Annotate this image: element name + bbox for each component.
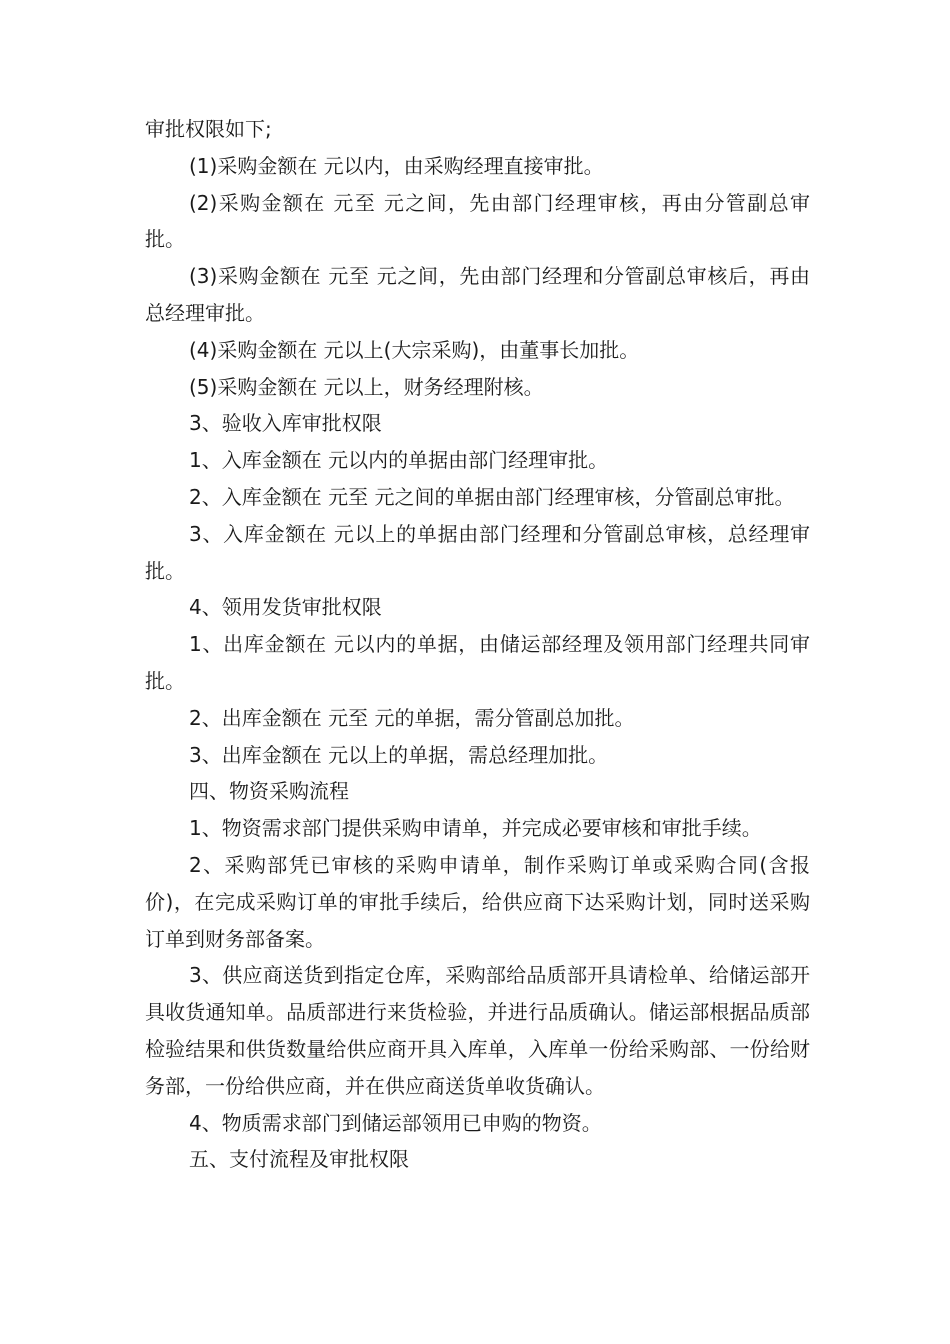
paragraph-issue-limit-1: 1、出库金额在 元以内的单据，由储运部经理及领用部门经理共同审批。 xyxy=(145,632,810,693)
heading-procurement-process: 四、物资采购流程 xyxy=(189,779,349,804)
paragraph-process-step-1: 1、物资需求部门提供采购申请单，并完成必要审核和审批手续。 xyxy=(189,816,762,841)
heading-payment-process: 五、支付流程及审批权限 xyxy=(189,1147,409,1172)
document-body xyxy=(145,111,810,1178)
heading-warehouse-approval: 3、验收入库审批权限 xyxy=(189,411,382,436)
paragraph-purchase-limit-1: (1)采购金额在 元以内，由采购经理直接审批。 xyxy=(189,153,604,178)
paragraph-purchase-limit-2: (2)采购金额在 元至 元之间，先由部门经理审核，再由分管副总审批。 xyxy=(145,190,810,252)
paragraph-process-step-4: 4、物质需求部门到储运部领用已申购的物资。 xyxy=(189,1110,602,1135)
paragraph-purchase-limit-5: (5)采购金额在 元以上，财务经理附核。 xyxy=(189,374,544,399)
heading-issue-approval: 4、领用发货审批权限 xyxy=(189,595,382,620)
paragraph-issue-limit-2: 2、出库金额在 元至 元的单据，需分管副总加批。 xyxy=(189,705,635,730)
paragraph-approval-intro: 审批权限如下; xyxy=(145,117,272,141)
paragraph-warehouse-limit-1: 1、入库金额在 元以内的单据由部门经理审批。 xyxy=(189,448,609,473)
paragraph-process-step-3: 3、供应商送货到指定仓库，采购部给品质部开具请检单、给储运部开具收货通知单。品质部进行来货检验，并进行品质确认。储运部根据品质部检验结果和供货数量给供应商开具入库单，入库单一份给采购部、一份给财务部，一份给供应商，并在供应商送货单收货确认。 xyxy=(145,963,810,1098)
paragraph-process-step-2: 2、采购部凭已审核的采购申请单，制作采购订单或采购合同(含报价)，在完成采购订单的审批手续后，给供应商下达采购计划，同时送采购订单到财务部备案。 xyxy=(145,852,810,951)
paragraph-warehouse-limit-3: 3、入库金额在 元以上的单据由部门经理和分管副总审核，总经理审批。 xyxy=(145,521,810,583)
paragraph-warehouse-limit-2: 2、入库金额在 元至 元之间的单据由部门经理审核，分管副总审批。 xyxy=(189,484,795,509)
paragraph-purchase-limit-3: (3)采购金额在 元至 元之间，先由部门经理和分管副总审核后，再由总经理审批。 xyxy=(145,264,810,325)
paragraph-issue-limit-3: 3、出库金额在 元以上的单据，需总经理加批。 xyxy=(189,742,609,767)
paragraph-purchase-limit-4: (4)采购金额在 元以上(大宗采购)，由董事长加批。 xyxy=(189,337,640,362)
